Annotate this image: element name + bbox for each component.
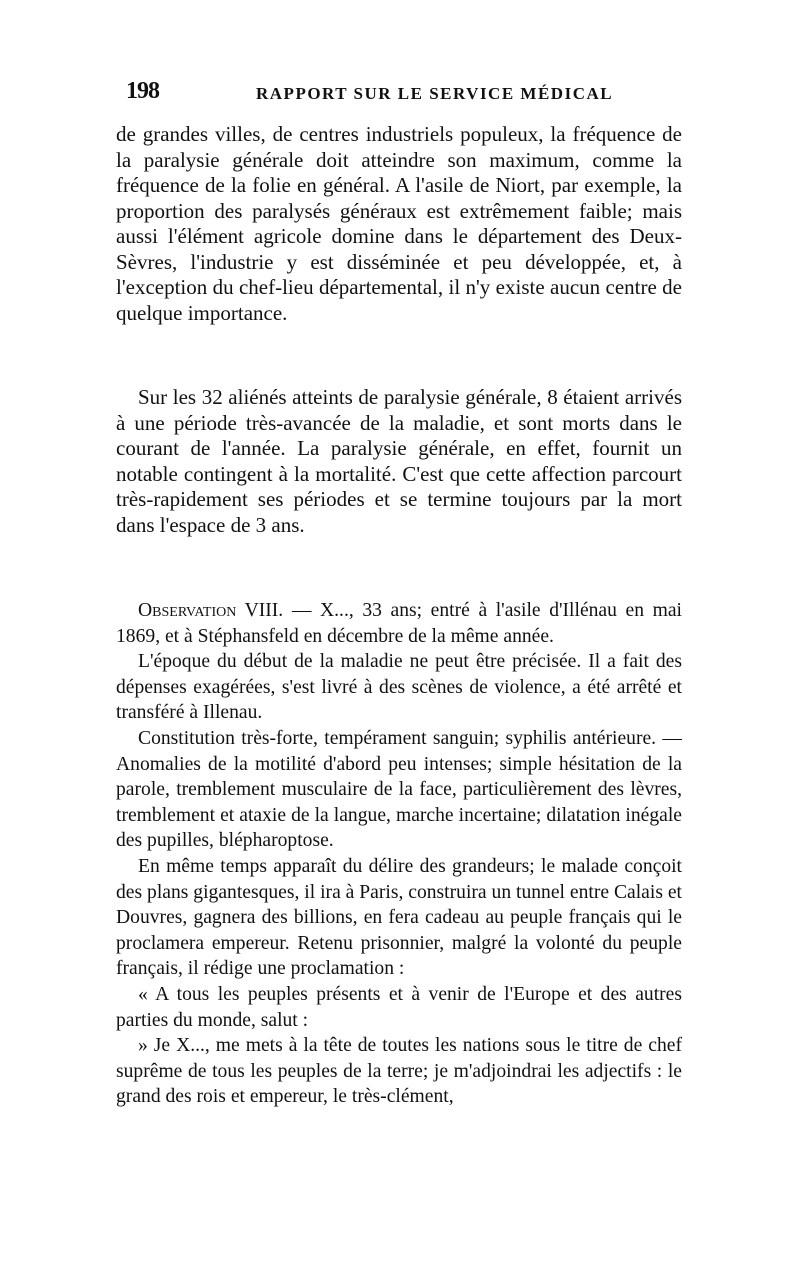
paragraph-text: Sur les 32 aliénés atteints de paralysie générale, 8 étaient arrivés à une période très-avancée de la maladie, et sont morts dans le courant de l'année. La paralysie générale, en effet, fournit un notable contingent à la mortalité. C'est que cette affection parcourt très-rapidement ses périodes et se termine toujours par la mort dans l'espace de 3 ans. [116,385,682,537]
page-number: 198 [126,78,159,104]
observation-section [116,598,682,1110]
observation-intro-text: — X..., 33 ans; entré à l'asile d'Illénau en mai 1869, et à Stéphansfeld en décembre de la même année. [116,600,682,647]
page-header [126,78,686,110]
paragraph-paralysis-stats [116,385,682,538]
observation-paragraph: L'époque du début de la maladie ne peut être précisée. Il a fait des dépenses exagérées, s'est livré à des scènes de violence, a été arrêté et transféré à Illenau. [116,651,682,724]
observation-title: Observation VIII. [138,600,284,621]
paragraph-text: de grandes villes, de centres industriels populeux, la fréquence de la paralysie générale doit atteindre son maximum, comme la fréquence de la folie en général. A l'asile de Niort, par exemple, la proportion des paralysés généraux est extrêmement faible; mais aussi l'élément agricole domine dans le département des Deux-Sèvres, l'industrie y est disséminée et peu développée, et, à l'exception du chef-lieu départemental, il n'y existe aucun centre de quelque importance. [116,122,682,325]
proclamation-paragraph: » Je X..., me mets à la tête de toutes les nations sous le titre de chef suprême de tous les peuples de la terre; je m'adjoindrai les adjectifs : le grand des rois et empereur, le très-clément, [116,1035,682,1108]
observation-paragraph: En même temps apparaît du délire des grandeurs; le malade conçoit des plans gigantesques, il ira à Paris, construira un tunnel entre Calais et Douvres, gagnera des billions, en fera cadeau au peuple français qui le proclamera empereur. Retenu prisonnier, malgré la volonté du peuple français, il rédige une proclamation : [116,855,682,980]
observation-paragraph: Constitution très-forte, tempérament sanguin; syphilis antérieure. — Anomalies de la motilité d'abord peu intenses; simple hésitation de la parole, tremblement musculaire de la face, particulièrement des lèvres, tremblement et ataxie de la langue, marche incertaine; dilatation inégale des pupilles, blépharoptose. [116,727,682,852]
paragraph-continued [116,122,682,326]
proclamation-paragraph: « A tous les peuples présents et à venir de l'Europe et des autres parties du monde, salut : [116,983,682,1031]
observation-intro [116,598,682,649]
running-title: RAPPORT SUR LE SERVICE MÉDICAL [256,84,614,103]
